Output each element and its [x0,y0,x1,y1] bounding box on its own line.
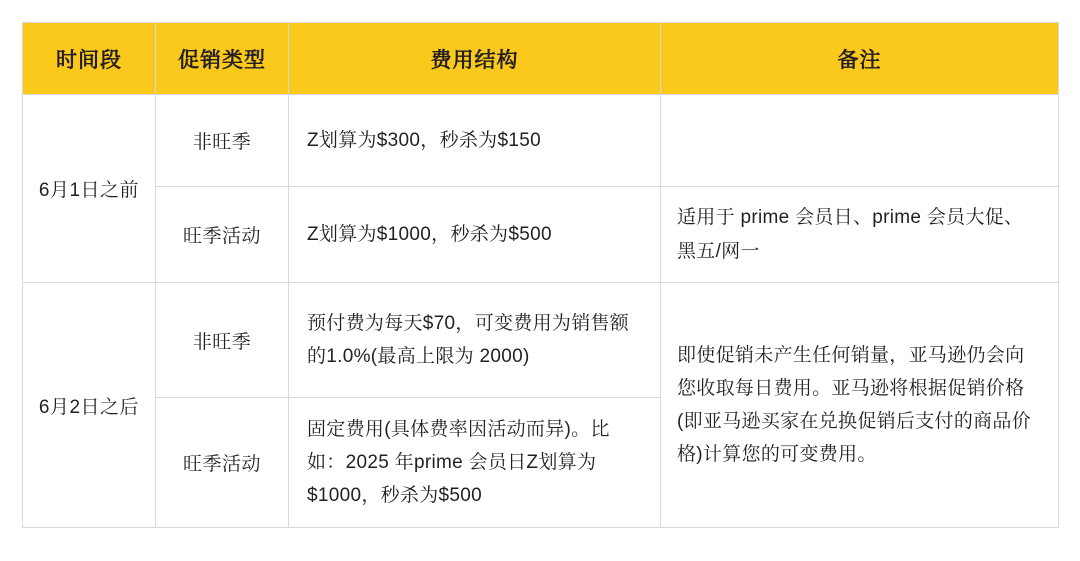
table-row [23,95,1059,187]
cell-promo-offseason-1: 非旺季 [156,95,289,187]
cell-promo-offseason-2: 非旺季 [156,283,289,398]
cell-period-after-june2: 6月2日之后 [23,283,156,528]
cell-period-before-june1: 6月1日之前 [23,95,156,283]
cell-note-peakseason-1: 适用于 prime 会员日、prime 会员大促、黑五/网一 [661,187,1059,283]
table-row [23,283,1059,398]
cell-fee-offseason-2: 预付费为每天$70，可变费用为销售额的1.0%(最高上限为 2000) [289,283,661,398]
column-header-period: 时间段 [23,23,156,95]
cell-fee-peakseason-1: Z划算为$1000，秒杀为$500 [289,187,661,283]
column-header-fee-structure: 费用结构 [289,23,661,95]
cell-fee-offseason-1: Z划算为$300，秒杀为$150 [289,95,661,187]
cell-note-empty [661,95,1059,187]
cell-promo-peakseason-2: 旺季活动 [156,398,289,528]
cell-fee-peakseason-2: 固定费用(具体费率因活动而异)。比如：2025 年prime 会员日Z划算为$1000，秒杀为$500 [289,398,661,528]
cell-promo-peakseason-1: 旺季活动 [156,187,289,283]
column-header-promotion-type: 促销类型 [156,23,289,95]
table-header [23,23,1059,95]
column-header-notes: 备注 [661,23,1059,95]
table-header-row [23,23,1059,95]
table-body [23,95,1059,528]
promotion-fee-table [22,22,1059,528]
table-row [23,187,1059,283]
cell-note-after-june2: 即使促销未产生任何销量，亚马逊仍会向您收取每日费用。亚马逊将根据促销价格(即亚马逊买家在兑换促销后支付的商品价格)计算您的可变费用。 [661,283,1059,528]
